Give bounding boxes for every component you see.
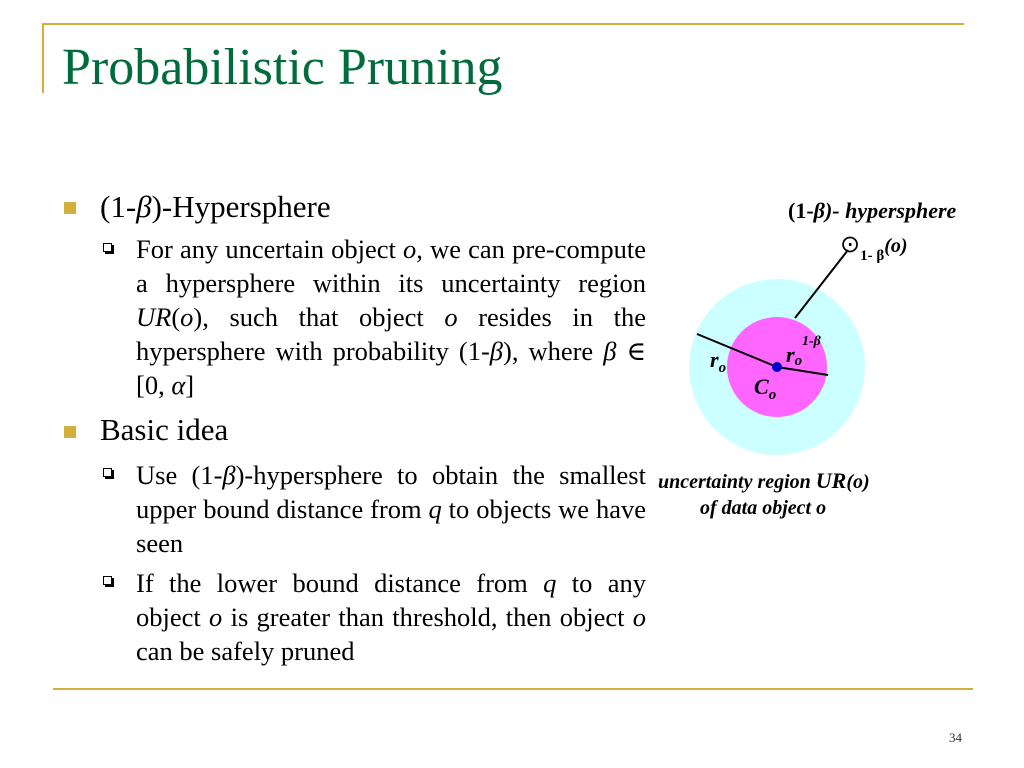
bullet-1-label: (1-β)-Hypersphere	[100, 189, 331, 224]
hypersphere-diagram	[650, 190, 1024, 530]
inner-radius-label: ro	[786, 342, 803, 369]
bullet-square-icon	[64, 426, 76, 438]
left-rule	[42, 23, 44, 93]
center-dot	[772, 362, 782, 372]
center-label: $C_o$	[754, 374, 777, 403]
bottom-rule	[53, 688, 973, 690]
bullet-1-sub-1: For any uncertain object o, we can pre-compute a hypersphere within its uncertainty region UR(o), such that object o resides in the hypersphere with probability (1-β), where β ∈ [0, α]	[136, 234, 647, 400]
top-rule	[44, 23, 964, 25]
slide-title: Probabilistic Pruning	[62, 39, 503, 96]
sub-bullet-icon	[103, 243, 112, 252]
ur-caption-line2: of data object o	[700, 497, 827, 519]
hypersphere-label: (1-β)- hypersphere	[788, 198, 957, 223]
sub-bullet-icon	[103, 468, 112, 477]
odot-icon: ⊙	[840, 230, 861, 258]
outer-radius-label: $r_o$	[710, 347, 727, 376]
bullet-square-icon	[64, 202, 76, 214]
bullet-2-sub-2: If the lower bound distance from q to any object o is greater than threshold, then object o can be safely pruned	[136, 568, 646, 666]
inner-radius-sup: 1-β	[802, 334, 821, 349]
bullet-2-label: Basic idea	[100, 412, 229, 447]
ur-caption: uncertainty region UR(o)	[658, 468, 870, 493]
bullet-2-sub-1: Use (1-β)-hypersphere to obtain the smallest upper bound distance from q to objects we have seen	[136, 460, 646, 558]
sub-bullet-icon	[103, 576, 112, 585]
odot-label: $⊙_{1- \beta}(o)$	[840, 230, 908, 264]
page-number: 34	[949, 730, 962, 745]
